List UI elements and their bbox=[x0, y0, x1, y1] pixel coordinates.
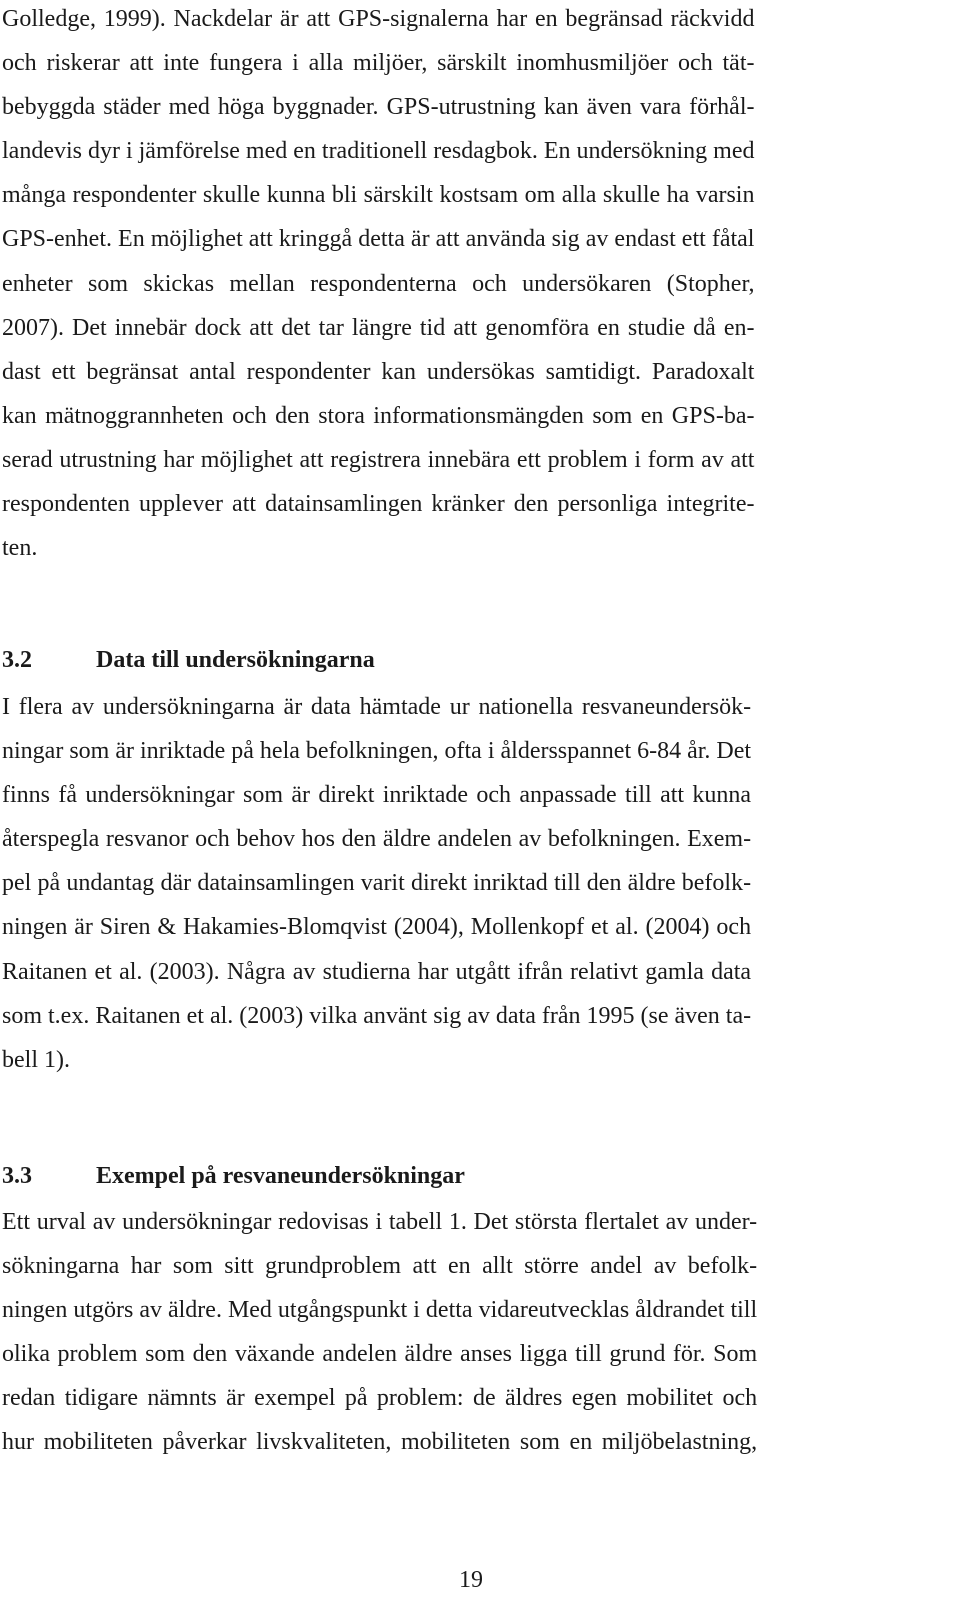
text-line: återspegla resvanor och behov hos den äldre andelen av befolkningen. Exem- bbox=[2, 826, 752, 853]
section-heading-3-2 bbox=[2, 644, 375, 676]
text-line: redan tidigare nämnts är exempel på problem: de äldres egen mobilitet och bbox=[2, 1385, 758, 1412]
text-line: kan mätnoggrannheten och den stora informationsmängden som en GPS-ba- bbox=[2, 402, 755, 429]
page-number: 19 bbox=[459, 1567, 483, 1593]
section-title: Exempel på resvaneundersökningar bbox=[96, 1163, 465, 1189]
text-line: och riskerar att inte fungera i alla miljöer, särskilt inomhusmiljöer och tät- bbox=[2, 50, 755, 77]
text-line: GPS-enhet. En möjlighet att kringgå detta är att använda sig av endast ett fåtal bbox=[2, 226, 755, 253]
text-line: Raitanen et al. (2003). Några av studierna har utgått ifrån relativt gamla data bbox=[2, 958, 752, 985]
section-number: 3.3 bbox=[2, 1163, 32, 1189]
section-number: 3.2 bbox=[2, 647, 32, 673]
text-line: landevis dyr i jämförelse med en traditionell resdagbok. En undersökning med bbox=[2, 138, 755, 165]
text-line: Golledge, 1999). Nackdelar är att GPS-signalerna har en begränsad räckvidd bbox=[2, 6, 755, 32]
section-heading-3-3 bbox=[2, 1160, 465, 1192]
text-line: bebyggda städer med höga byggnader. GPS-utrustning kan även vara förhål- bbox=[2, 94, 755, 121]
text-line: sökningarna har som sitt grundproblem att en allt större andel av befolk- bbox=[2, 1253, 758, 1280]
text-line: finns få undersökningar som är direkt inriktade och anpassade till att kunna bbox=[2, 782, 752, 809]
text-line: respondenten upplever att datainsamlingen kränker den personliga integrite- bbox=[2, 491, 755, 518]
text-line: dast ett begränsat antal respondenter kan undersökas samtidigt. Paradoxalt bbox=[2, 358, 755, 385]
text-line: många respondenter skulle kunna bli särskilt kostsam om alla skulle ha varsin bbox=[2, 182, 755, 209]
text-line: enheter som skickas mellan respondenterna och undersökaren (Stopher, bbox=[2, 270, 755, 297]
section-title: Data till undersökningarna bbox=[96, 647, 375, 673]
text-line: I flera av undersökningarna är data hämtade ur nationella resvaneundersök- bbox=[2, 694, 752, 720]
text-line: Ett urval av undersökningar redovisas i tabell 1. Det största flertalet av under- bbox=[2, 1209, 758, 1235]
text-line: bell 1). bbox=[2, 1046, 70, 1073]
text-line: pel på undantag där datainsamlingen varit direkt inriktad till den äldre befolk- bbox=[2, 870, 752, 897]
text-line: 2007). Det innebär dock att det tar längre tid att genomföra en studie då en- bbox=[2, 314, 755, 341]
text-line: hur mobiliteten påverkar livskvaliteten, mobiliteten som en miljöbelastning, bbox=[2, 1429, 758, 1456]
text-line: ningen utgörs av äldre. Med utgångspunkt i detta vidareutvecklas åldrandet till bbox=[2, 1297, 758, 1324]
text-line: serad utrustning har möjlighet att registrera innebära ett problem i form av att bbox=[2, 446, 755, 473]
text-line: ningen är Siren & Hakamies-Blomqvist (2004), Mollenkopf et al. (2004) och bbox=[2, 914, 752, 941]
text-line: olika problem som den växande andelen äldre anses ligga till grund för. Som bbox=[2, 1341, 758, 1368]
paragraph-data-sources bbox=[2, 685, 751, 1082]
text-line: som t.ex. Raitanen et al. (2003) vilka använt sig av data från 1995 (se även ta- bbox=[2, 1002, 752, 1029]
paragraph-gps-drawbacks bbox=[2, 0, 754, 570]
text-line: ningar som är inriktade på hela befolkningen, ofta i åldersspannet 6-84 år. Det bbox=[2, 738, 752, 765]
paragraph-travel-survey-examples bbox=[2, 1200, 757, 1465]
text-line: ten. bbox=[2, 535, 38, 562]
